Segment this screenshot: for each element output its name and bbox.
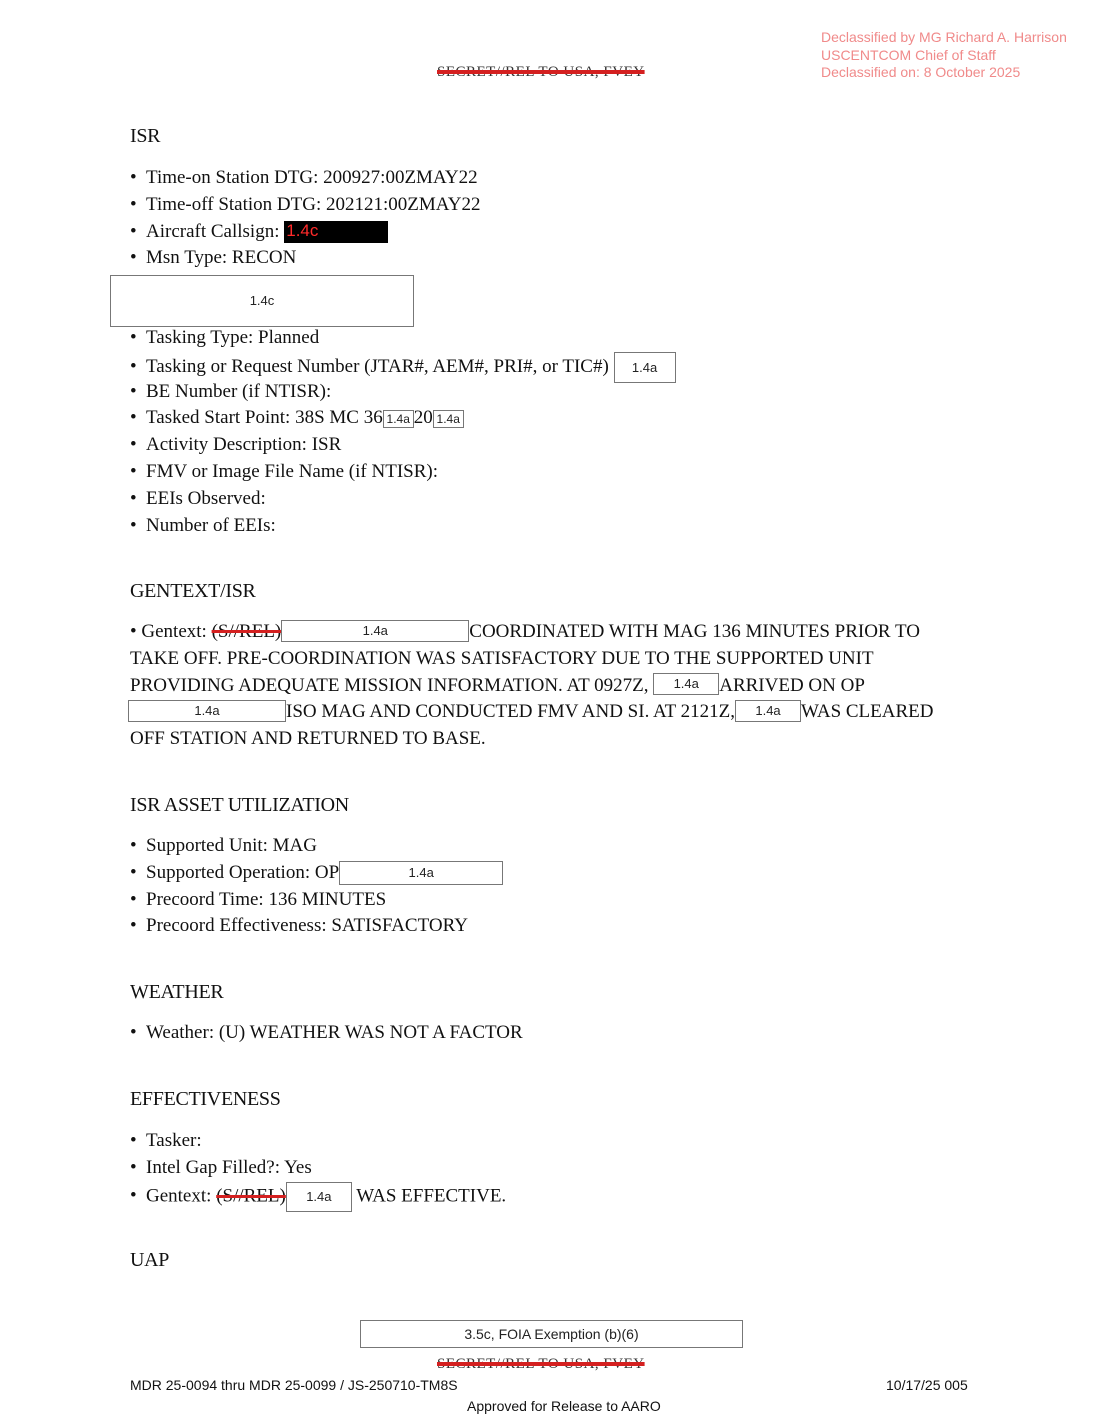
- declassified-date: Declassified on: 8 October 2025: [821, 64, 1021, 80]
- list-item: • Supported Operation: OP 1.4a: [130, 860, 503, 887]
- list-item: • Activity Description: ISR: [130, 432, 676, 459]
- section-heading-uap: UAP: [130, 1249, 170, 1271]
- section-heading-weather: WEATHER: [130, 981, 224, 1003]
- list-item: • Supported Unit: MAG: [130, 833, 503, 860]
- classification-marking-bottom: SECRET//REL TO USA, FVEY: [437, 1356, 645, 1372]
- footer-date-code: 10/17/25 005: [886, 1377, 968, 1393]
- redaction-block: 1.4c: [110, 275, 414, 327]
- section-heading-asset-utilization: ISR ASSET UTILIZATION: [130, 794, 349, 816]
- redaction-box: 1.4a: [653, 673, 719, 695]
- gentext-paragraph: • Gentext: (S//REL) 1.4a COORDINATED WITH MAG 136 MINUTES PRIOR TO TAKE OFF. PRE-COORDINATION WAS SATISFACTORY DUE TO THE SUPPORTED UNIT PROVIDING ADEQUATE MISSION INFORMATION. AT 0927Z, 1.4a ARRIVED ON OP 1.4a ISO MAG AND CONDUCTED FMV AND SI. AT 2121Z, 1.4a WAS CLEARED OFF STATION AND RETURNED TO BASE.: [130, 621, 934, 750]
- footer-document-id: MDR 25-0094 thru MDR 25-0099 / JS-250710-TM8S: [130, 1377, 458, 1393]
- list-item: • Tasker:: [130, 1128, 506, 1155]
- struck-marking: (S//REL): [216, 1184, 286, 1206]
- redaction-box: 1.4a: [339, 861, 503, 885]
- list-item: • Msn Type: RECON: [130, 245, 480, 272]
- redaction-box: 1.4a: [286, 1182, 352, 1212]
- classification-marking-top: SECRET//REL TO USA, FVEY: [437, 64, 645, 80]
- declassification-stamp: [821, 29, 1067, 82]
- list-item: • Tasking Type: Planned: [130, 325, 676, 352]
- start-point-redaction: 1.4a: [433, 410, 464, 428]
- list-item: • Precoord Effectiveness: SATISFACTORY: [130, 913, 503, 940]
- redaction-box: 1.4a: [735, 700, 801, 722]
- list-item: • Number of EEIs:: [130, 513, 676, 540]
- declassified-by: Declassified by MG Richard A. Harrison: [821, 29, 1067, 45]
- list-item: • Time-on Station DTG: 200927:00ZMAY22: [130, 165, 480, 192]
- list-item: • Weather: (U) WEATHER WAS NOT A FACTOR: [130, 1020, 523, 1047]
- tasking-redaction: 1.4a: [614, 352, 676, 383]
- list-item: • FMV or Image File Name (if NTISR):: [130, 459, 676, 486]
- list-item: • Gentext: (S//REL) 1.4a WAS EFFECTIVE.: [130, 1182, 506, 1209]
- section-heading-gentext-isr: GENTEXT/ISR: [130, 580, 256, 602]
- list-item: • Tasking or Request Number (JTAR#, AEM#, PRI#, or TIC#) 1.4a: [130, 352, 676, 379]
- section-heading-effectiveness: EFFECTIVENESS: [130, 1088, 281, 1110]
- weather-list: [130, 1020, 523, 1047]
- list-item: • Tasked Start Point: 38S MC 36 1.4a 20 1.4a: [130, 405, 676, 432]
- redaction-box: 1.4a: [128, 700, 286, 722]
- list-item: • EEIs Observed:: [130, 486, 676, 513]
- asset-utilization-list: [130, 833, 503, 940]
- isr-list-1: [130, 165, 480, 272]
- start-point-redaction: 1.4a: [383, 410, 414, 428]
- declassifier-title: USCENTCOM Chief of Staff: [821, 46, 996, 63]
- list-item: • Precoord Time: 136 MINUTES: [130, 887, 503, 914]
- struck-marking: (S//REL): [211, 621, 282, 642]
- callsign-redaction: 1.4c: [284, 221, 388, 243]
- isr-list-2: [130, 325, 676, 539]
- effectiveness-list: [130, 1128, 506, 1208]
- redaction-box: 1.4a: [281, 620, 469, 642]
- bottom-redaction-box: 3.5c, FOIA Exemption (b)(6): [360, 1320, 743, 1348]
- footer-release-note: Approved for Release to AARO: [467, 1398, 661, 1414]
- list-item: • Intel Gap Filled?: Yes: [130, 1155, 506, 1182]
- section-heading-isr: ISR: [130, 125, 161, 147]
- list-item: • Time-off Station DTG: 202121:00ZMAY22: [130, 192, 480, 219]
- list-item: • BE Number (if NTISR):: [130, 379, 676, 406]
- list-item: • Aircraft Callsign: 1.4c: [130, 219, 480, 246]
